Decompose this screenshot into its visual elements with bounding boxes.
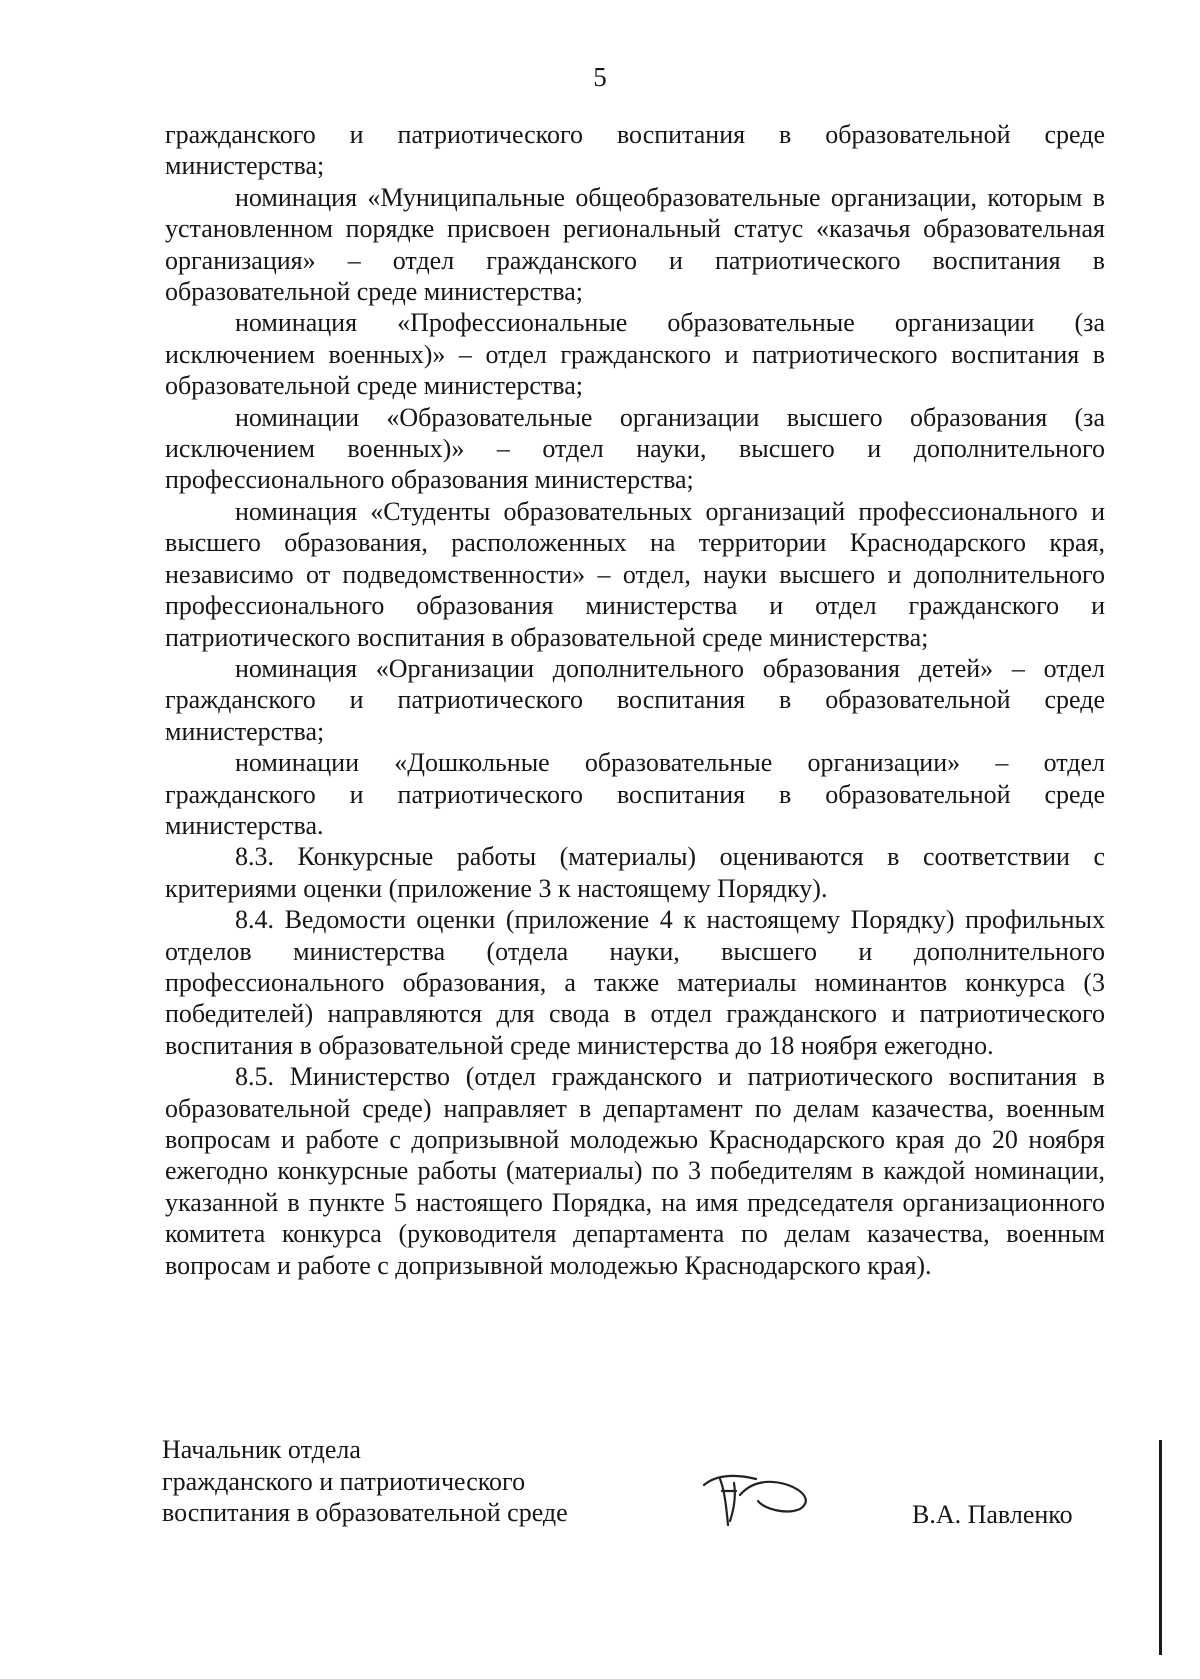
signatory-title-line: воспитания в образовательной среде: [162, 1498, 568, 1527]
paragraph: номинации «Образовательные организации высшего образования (за исключением военных)» – отдел науки, высшего и дополнительного профессионального образования министерства;: [165, 402, 1105, 495]
signatory-title-line: Начальник отдела: [162, 1435, 361, 1464]
signatory-name: В.А. Павленко: [912, 1500, 1073, 1529]
scan-margin-line: [1159, 1440, 1162, 1655]
paragraph: 8.4. Ведомости оценки (приложение 4 к настоящему Порядку) профильных отделов министерства (отдела науки, высшего и дополнительного профессионального образования, а также материалы номинантов конкурса (3 победителей) направляются для свода в отдел гражданского и патриотического воспитания в образовательной среде министерства до 18 ноября ежегодно.: [165, 905, 1105, 1060]
paragraph: 8.3. Конкурсные работы (материалы) оцениваются в соответствии с критериями оценки (приложение 3 к настоящему Порядку).: [165, 842, 1105, 903]
signatory-title-line: гражданского и патриотического: [162, 1466, 526, 1496]
paragraph: гражданского и патриотического воспитания в образовательной среде министерства;: [165, 120, 1105, 181]
paragraph: номинация «Студенты образовательных организаций профессионального и высшего образования, расположенных на территории Краснодарского края, независимо от подведомственности» – отдел, науки высшего и дополнительного профессионального образования министерства и отдел гражданского и патриотического воспитания в образовательной среде министерства;: [165, 496, 1105, 652]
paragraph: номинация «Организации дополнительного образования детей» – отдел гражданского и патриотического воспитания в образовательной среде министерства;: [165, 653, 1105, 746]
paragraph: номинация «Муниципальные общеобразовательные организации, которым в установленном порядке присвоен региональный статус «казачья образовательная организация» – отдел гражданского и патриотического воспитания в образовательной среде министерства;: [165, 182, 1105, 307]
page-number: 5: [593, 62, 607, 92]
paragraph: 8.5. Министерство (отдел гражданского и патриотического воспитания в образовательной среде) направляет в департамент по делам казачества, военным вопросам и работе с допризывной молодежью Краснодарского края до 20 ноября ежегодно конкурсные работы (материалы) по 3 победителям в каждой номинации, указанной в пункте 5 настоящего Порядка, на имя председателя организационного комитета конкурса (руководителя департамента по делам казачества, военным вопросам и работе с допризывной молодежью Краснодарского края).: [165, 1062, 1105, 1280]
signatory-title: [162, 1434, 568, 1529]
handwritten-signature: [700, 1455, 825, 1530]
document-body: [165, 119, 1105, 1281]
paragraph: номинация «Профессиональные образовательные организации (за исключением военных)» – отдел гражданского и патриотического воспитания в образовательной среде министерства;: [165, 308, 1105, 401]
paragraph: номинации «Дошкольные образовательные организации» – отдел гражданского и патриотического воспитания в образовательной среде министерства.: [165, 748, 1105, 840]
